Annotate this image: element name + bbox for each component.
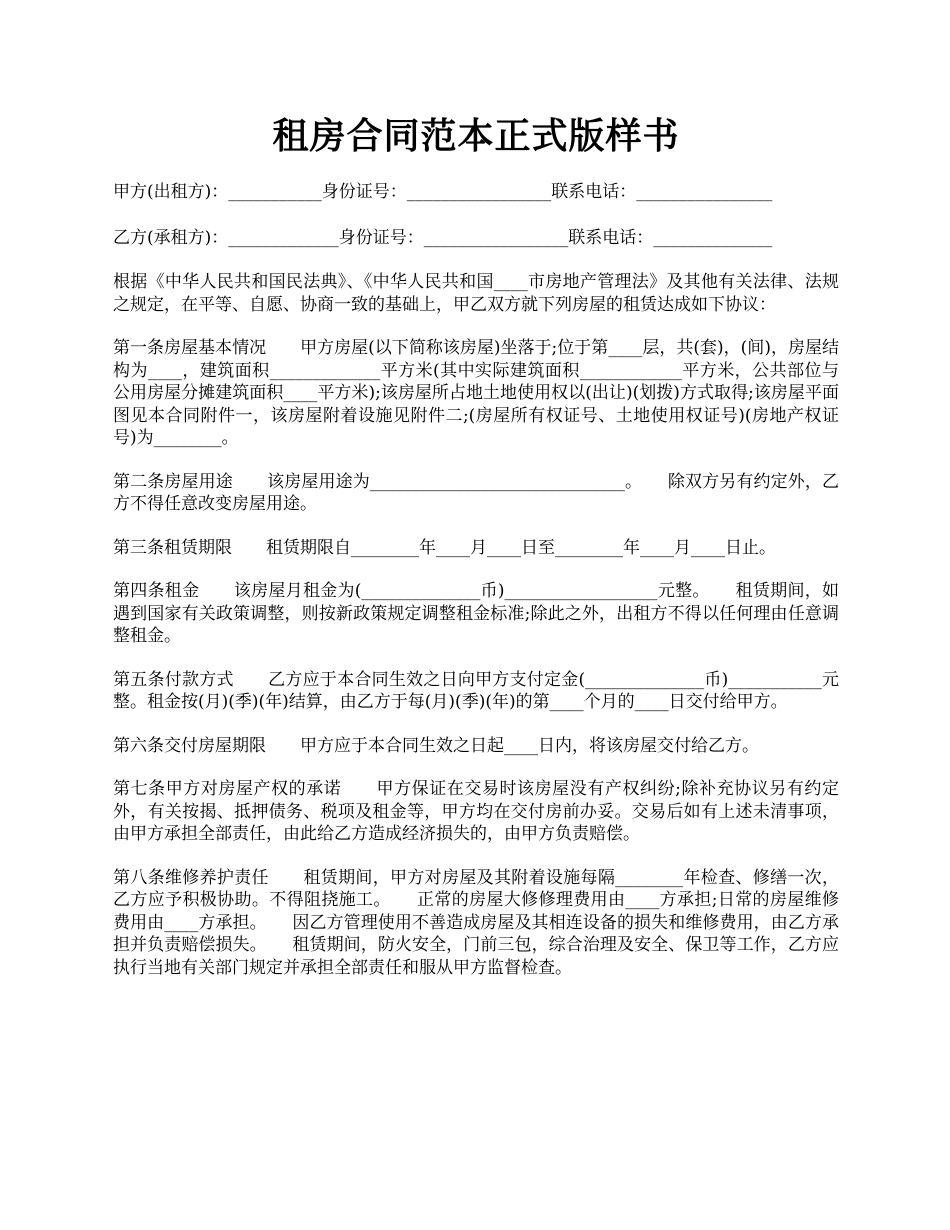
article-2-property-use: 第二条房屋用途 该房屋用途为______________________________。 除双方另有约定外，乙方不得任意改变房屋用途。 [113, 471, 839, 514]
article-6-delivery-deadline: 第六条交付房屋期限 甲方应于本合同生效之日起____日内，将该房屋交付给乙方。 [113, 735, 759, 756]
party-b-info: 乙方(承租方)：_____________身份证号：_________________联系电话：______________ [113, 227, 773, 248]
document-title: 租房合同范本正式版样书 [272, 115, 680, 157]
article-1-property-details: 第一条房屋基本情况 甲方房屋(以下简称该房屋)坐落于;位于第____层，共(套)，(间)，房屋结构为____，建筑面积_____________平方米(其中实际建筑面积____________平方米，公共部位与公用房屋分摊建筑面积____平方米);该房屋所占地土地使用权以(出让)(划拨)方式取得;该房屋平面图见本合同附件一，该房屋附着设施见附件二;(房屋所有权证号、土地使用权证号)(房地产权证号)为________。 [113, 338, 839, 448]
party-a-info: 甲方(出租方)：___________身份证号：_________________联系电话：________________ [113, 182, 773, 202]
article-4-rent: 第四条租金 该房屋月租金为(______________币)__________________元整。 租赁期间，如遇到国家有关政策调整，则按新政策规定调整租金标准;除此之外，出租方不得以任何理由任意调整租金。 [113, 581, 839, 646]
document-body [113, 181, 839, 1000]
preamble-paragraph: 根据《中华人民共和国民法典》、《中华人民共和国____市房地产管理法》及其他有关法律、法规之规定，在平等、自愿、协商一致的基础上，甲乙双方就下列房屋的租赁达成如下协议： [113, 272, 839, 315]
article-8-maintenance: 第八条维修养护责任 租赁期间，甲方对房屋及其附着设施每隔________年检查、修缮一次，乙方应予积极协助。不得阻挠施工。 正常的房屋大修修理费用由____方承担;日常的房屋维修费用由____方承担。 因乙方管理使用不善造成房屋及其相连设备的损失和维修费用，由乙方承担并负责赔偿损失。 租赁期间，防火安全，门前三包，综合治理及安全、保卫等工作，乙方应执行当地有关部门规定并承担全部责任和服从甲方监督检查。 [113, 867, 839, 978]
article-3-lease-term: 第三条租赁期限 租赁期限自________年____月____日至________年____月____日止。 [113, 537, 776, 558]
article-7-title-guarantee: 第七条甲方对房屋产权的承诺 甲方保证在交易时该房屋没有产权纠纷;除补充协议另有约定外，有关按揭、抵押债务、税项及租金等，甲方均在交付房前办妥。交易后如有上述未清事项，由甲方承担全部责任，由此给乙方造成经济损失的，由甲方负责赔偿。 [113, 779, 839, 844]
article-5-payment-method: 第五条付款方式 乙方应于本合同生效之日向甲方支付定金(______________币)___________元整。租金按(月)(季)(年)结算，由乙方于每(月)(季)(年)的第____个月的____日交付给甲方。 [113, 669, 839, 712]
